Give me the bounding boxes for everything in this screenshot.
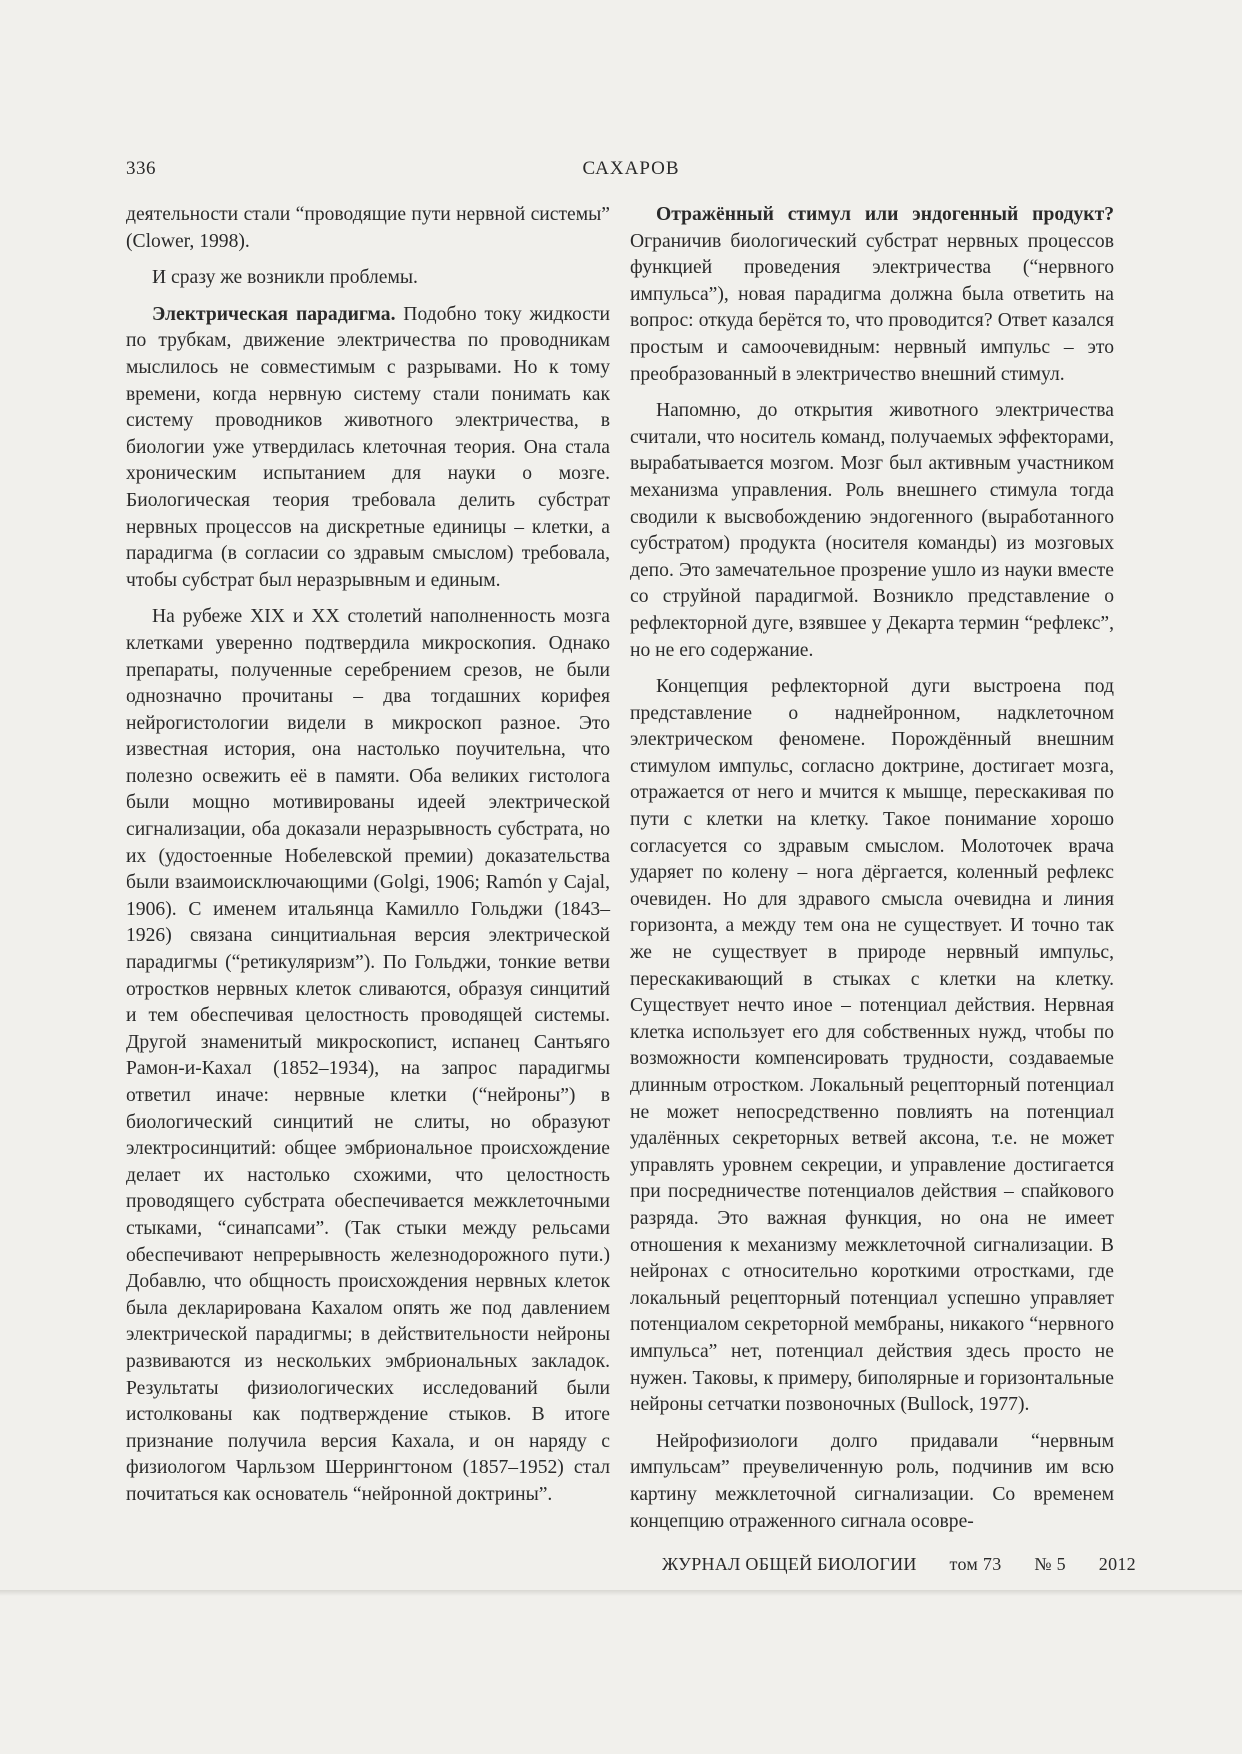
paragraph: И сразу же возникли проблемы.	[152, 267, 418, 289]
page-number: 336	[126, 158, 156, 179]
paragraph-section	[126, 302, 610, 595]
paragraph-body: Ограничив биологический субстрат нервных процессов функцией проведения электричества (“нервного импульса”), новая парадигма должна была ответить на вопрос: откуда берётся то, что проводится? Ответ казался простым и самоочевидным: нервный импульс – это преобразованный в электричество внешний стимул.	[630, 230, 1114, 385]
journal-title: ЖУРНАЛ ОБЩЕЙ БИОЛОГИИ	[662, 1554, 917, 1574]
paragraph-section	[630, 202, 1114, 388]
section-heading: Отражённый стимул или эндогенный продукт?	[656, 204, 1114, 225]
left-column	[126, 202, 610, 1519]
journal-year: 2012	[1098, 1554, 1136, 1574]
scan-edge-shadow	[0, 1590, 1242, 1596]
page-footer	[662, 1554, 1136, 1575]
section-heading: Электрическая парадигма.	[152, 303, 396, 325]
page-header	[126, 158, 1136, 188]
paragraph: деятельности стали “проводящие пути нервной системы” (Clower, 1998).	[126, 204, 610, 252]
journal-volume: том 73	[949, 1554, 1002, 1574]
paragraph: Концепция рефлекторной дуги выстроена под представление о наднейронном, надклеточном электрическом феномене. Порождённый внешним стимулом импульс, согласно доктрине, достигает мозга, отражается от него и мчится к мышце, перескакивая по пути с клетки на клетку. Такое понимание хорошо согласуется со здравым смыслом. Молоточек врача ударяет по колену – нога дёргается, коленный рефлекс очевиден. Но для здравого смысла очевидна и линия горизонта, а между тем она не существует. И точно так же не существует в природе нервный импульс, перескакивающий в стыках с клетки на клетку. Существует нечто иное – потенциал действия. Нервная клетка использует его для собственных нужд, чтобы по возможности компенсировать трудности, создаваемые длинным отростком. Локальный рецепторный потенциал не может непосредственно повлиять на потенциал удалённых секреторных ветвей аксона, т.е. не может управлять уровнем секреции, и управление достигается при посредничестве потенциалов действия – спайкового разряда. Это важная функция, но она не имеет отношения к механизму межклеточной сигнализации. В нейронах с относительно короткими отростками, где локальный рецепторный потенциал успешно управляет потенциалом секреторной мембраны, никакого “нервного импульса” нет, потенциал действия здесь просто не нужен. Таковы, к примеру, биполярные и горизонтальные нейроны сетчатки позвоночных (Bullock, 1977).	[630, 676, 1114, 1416]
paragraph: Напомню, до открытия животного электричества считали, что носитель команд, получаемых эффекторами, вырабатывается мозгом. Мозг был активным участником механизма управления. Роль внешнего стимула тогда сводили к высвобождению эндогенного (выработанного субстратом) продукта (носителя команды) из мозговых депо. Это замечательное прозрение ушло из науки вместе со струйной парадигмой. Возникло представление о рефлекторной дуге, взявшее у Декарта термин “рефлекс”, но не его содержание.	[630, 400, 1114, 661]
right-column	[630, 202, 1114, 1545]
journal-issue: № 5	[1034, 1554, 1066, 1574]
running-head-author: САХАРОВ	[582, 158, 680, 179]
paragraph: На рубеже XIX и XX столетий наполненность мозга клетками уверенно подтвердила микроскопия. Однако препараты, полученные серебрением срезов, не были однозначно прочитаны – два тогдашних корифея нейрогистологии видели в микроскоп разное. Это известная история, она настолько поучительна, что полезно освежить её в памяти. Оба великих гистолога были мощно мотивированы идеей электрической сигнализации, оба доказали неразрывность субстрата, но их (удостоенные Нобелевской премии) доказательства были взаимоисключающими (Golgi, 1906; Ramón y Cajal, 1906). С именем итальянца Камилло Гольджи (1843–1926) связана синцитиальная версия электрической парадигмы (“ретикуляризм”). По Гольджи, тонкие ветви отростков нервных клеток сливаются, образуя синцитий и тем обеспечивая целостность проводящей системы. Другой знаменитый микроскопист, испанец Сантьяго Рамон-и-Кахал (1852–1934), на запрос парадигмы ответил иначе: нервные клетки (“нейроны”) в биологический синцитий не слиты, но образуют электросинцитий: общее эмбриональное происхождение делает их настолько схожими, что целостность проводящего субстрата обеспечивается межклеточными стыками, “синапсами”. (Так стыки между рельсами обеспечивают непрерывность железнодорожного пути.) Добавлю, что общность происхождения нервных клеток была декларирована Кахалом опять же под давлением электрической парадигмы; в действительности нейроны развиваются из нескольких эмбриональных закладок. Результаты физиологических исследований были истолкованы как подтверждение стыков. В итоге признание получила версия Кахала, и он наряду с физиологом Чарльзом Шеррингтоном (1857–1952) стал почитаться как основатель “нейронной доктрины”.	[126, 606, 610, 1505]
paragraph: Нейрофизиологи долго придавали “нервным импульсам” преувеличенную роль, подчинив им всю картину межклеточной сигнализации. Со временем концепцию отраженного сигнала осовре-	[630, 1430, 1114, 1532]
paragraph-body: Подобно току жидкости по трубкам, движение электричества по проводникам мыслилось не совместимым с разрывами. Но к тому времени, когда нервную систему стали понимать как систему проводников животного электричества, в биологии уже утвердилась клеточная теория. Она стала хроническим испытанием для науки о мозге. Биологическая теория требовала делить субстрат нервных процессов на дискретные единицы – клетки, а парадигма (в согласии со здравым смыслом) требовала, чтобы субстрат был неразрывным и единым.	[126, 303, 610, 591]
